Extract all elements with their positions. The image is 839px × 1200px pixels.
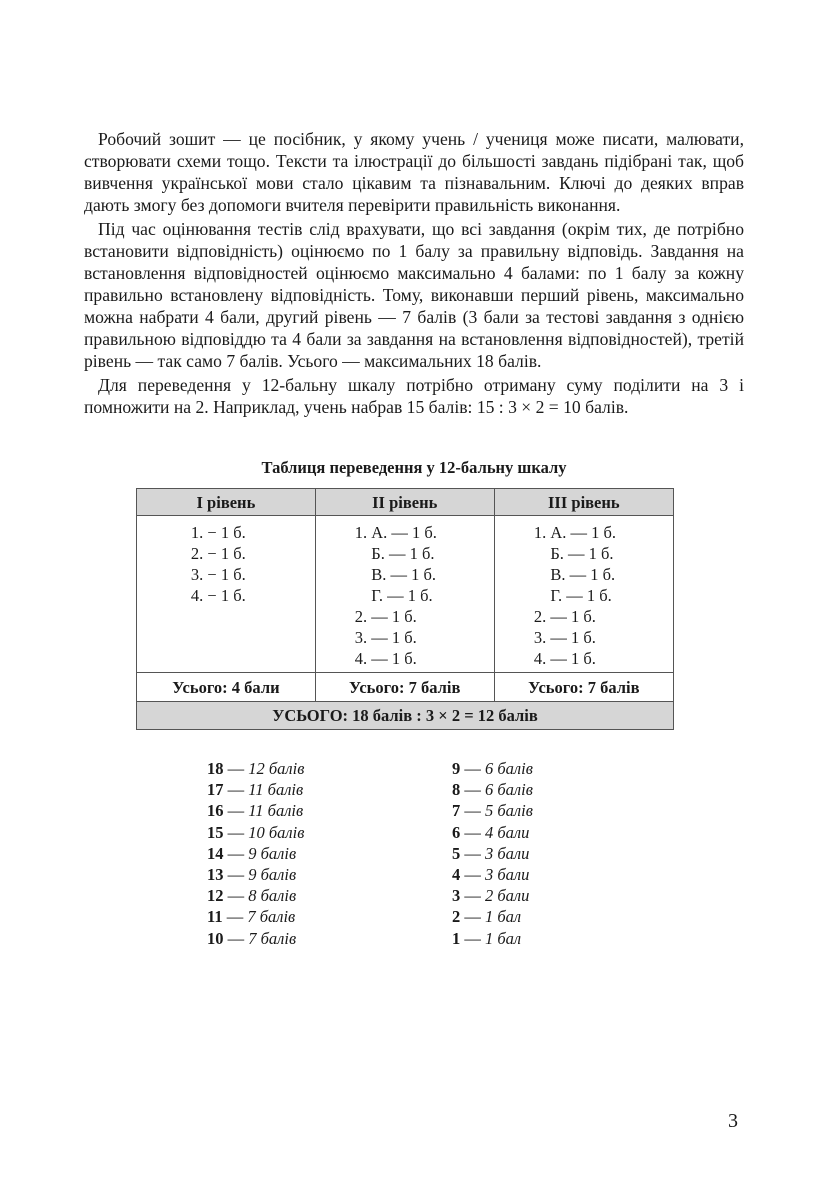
- scale-row: [207, 758, 304, 779]
- raw-score: 14: [207, 843, 224, 863]
- scale-row: [452, 822, 533, 843]
- scale-row: [452, 779, 533, 800]
- scale-row: [452, 906, 533, 927]
- scale-row: [207, 779, 304, 800]
- dash: —: [460, 907, 485, 927]
- scaled-score: 3 бали: [485, 843, 530, 863]
- table-cell-item: 4. — 1 б.: [354, 649, 417, 668]
- dash: —: [223, 780, 249, 800]
- scale-row: [207, 822, 304, 843]
- raw-score: 10: [207, 928, 224, 948]
- table-cell-item: 1. А. — 1 б.: [533, 523, 616, 542]
- header-level-1: І рівень: [137, 489, 316, 516]
- raw-score: 9: [452, 759, 461, 778]
- scaled-score: 6 балів: [485, 759, 533, 778]
- scale-list-right: [452, 758, 533, 949]
- table-cell-item: 2. − 1 б.: [190, 544, 246, 563]
- scaled-score: 9 балів: [248, 843, 297, 863]
- table-cell-item: В. — 1 б.: [533, 565, 616, 584]
- dash: —: [460, 928, 485, 948]
- scale-row: [207, 928, 304, 949]
- dash: —: [460, 822, 485, 842]
- page-number: 3: [728, 1110, 738, 1132]
- raw-score: 7: [452, 801, 461, 821]
- scaled-score: 4 бали: [485, 822, 530, 842]
- table-cell-item: 3. − 1 б.: [190, 565, 246, 584]
- scale-row: [452, 758, 533, 779]
- level-3-items: [494, 516, 673, 673]
- dash: —: [460, 801, 485, 821]
- raw-score: 12: [207, 886, 224, 906]
- level-1-items: [137, 516, 316, 673]
- scaled-score: 2 бали: [485, 886, 530, 906]
- dash: —: [223, 822, 249, 842]
- table-cell-item: Г. — 1 б.: [354, 586, 433, 605]
- paragraph-3: Для переведення у 12-бальну шкалу потрібно отриману суму поділити на 3 і помножити на 2. Наприклад, учень набрав 15 балів: 15 : 3 × 2 = 10 балів.: [84, 375, 744, 417]
- raw-score: 16: [207, 801, 224, 821]
- scale-row: [207, 885, 304, 906]
- header-level-3: ІІІ рівень: [494, 489, 673, 516]
- scale-row: [452, 843, 533, 864]
- dash: —: [460, 886, 485, 906]
- scaled-score: 9 балів: [248, 864, 297, 884]
- scale-row: [452, 864, 533, 885]
- scaled-score: 5 балів: [485, 801, 533, 821]
- raw-score: 18: [207, 759, 224, 778]
- raw-score: 8: [452, 780, 461, 800]
- raw-score: 6: [452, 822, 461, 842]
- paragraph-2: Під час оцінювання тестів слід врахувати, що всі завдання (окрім тих, де потрібно встановити відповідність) оцінюємо по 1 балу за правильну відповідь. Завдання на встановлення відповідностей оцінюємо максимально 4 балами: по 1 балу за кожну правильно встановлену відповідність. Тому, виконавши перший рівень, максимально можна набрати 4 бали, другий рівень — 7 балів (3 бали за тестові завдання з однією правильною відповіддю та 4 бали за завдання на встановлення відповідностей), третій рівень — так само 7 балів. Усього — максимальних 18 балів.: [84, 219, 744, 371]
- dash: —: [460, 759, 485, 778]
- table-cell-item: Б. — 1 б.: [533, 544, 614, 563]
- scale-row: [207, 843, 304, 864]
- scaled-score: 11 балів: [248, 780, 304, 800]
- raw-score: 13: [207, 864, 224, 884]
- table-cell-item: 3. — 1 б.: [354, 628, 417, 647]
- raw-score: 17: [207, 780, 224, 800]
- scale-row: [207, 800, 304, 821]
- intro-text: [84, 128, 744, 420]
- dash: —: [223, 843, 249, 863]
- paragraph-1: Робочий зошит — це посібник, у якому учень / учениця може писати, малювати, створювати схеми тощо. Тексти та ілюстрації до більшості завдань підібрані так, щоб вивчення української мови стало цікавим та пізнавальним. Ключі до деяких вправ дають змогу без допомоги вчителя перевірити правильність виконання.: [84, 129, 744, 215]
- dash: —: [460, 843, 485, 863]
- dash: —: [223, 928, 249, 948]
- scaled-score: 6 балів: [485, 780, 533, 800]
- raw-score: 11: [207, 907, 223, 927]
- raw-score: 3: [452, 886, 461, 906]
- scaled-score: 3 бали: [485, 864, 530, 884]
- table-cell-item: 1. А. — 1 б.: [354, 523, 437, 542]
- subtotal-level-3: Усього: 7 балів: [494, 673, 673, 702]
- dash: —: [222, 907, 248, 927]
- scaled-score: 12 балів: [248, 759, 305, 778]
- table-cell-item: 1. − 1 б.: [190, 523, 246, 542]
- subtotal-level-2: Усього: 7 балів: [315, 673, 494, 702]
- table-cell-item: 4. − 1 б.: [190, 586, 246, 605]
- raw-score: 2: [452, 907, 461, 927]
- raw-score: 1: [452, 928, 461, 948]
- dash: —: [460, 780, 485, 800]
- scaled-score: 7 балів: [248, 928, 297, 948]
- table-cell-item: В. — 1 б.: [354, 565, 436, 584]
- raw-score: 4: [452, 864, 461, 884]
- scaled-score: 1 бал: [485, 907, 522, 927]
- scaled-score: 10 балів: [248, 822, 305, 842]
- level-2-items: [315, 516, 494, 673]
- dash: —: [223, 886, 249, 906]
- dash: —: [223, 759, 249, 778]
- scaled-score: 8 балів: [248, 886, 297, 906]
- header-level-2: ІІ рівень: [315, 489, 494, 516]
- scale-row: [452, 885, 533, 906]
- table-caption: Таблиця переведення у 12-бальну шкалу: [261, 458, 567, 477]
- scale-row: [207, 864, 304, 885]
- raw-score: 15: [207, 822, 224, 842]
- table-cell-item: 2. — 1 б.: [354, 607, 417, 626]
- table-cell-item: 3. — 1 б.: [533, 628, 596, 647]
- scaled-score: 7 балів: [247, 907, 296, 927]
- table-cell-item: 4. — 1 б.: [533, 649, 596, 668]
- conversion-table: [136, 488, 674, 730]
- dash: —: [460, 864, 485, 884]
- table-cell-item: 2. — 1 б.: [533, 607, 596, 626]
- dash: —: [223, 864, 249, 884]
- table-cell-item: Б. — 1 б.: [354, 544, 435, 563]
- scale-row: [452, 928, 533, 949]
- dash: —: [223, 801, 249, 821]
- table-cell-item: Г. — 1 б.: [533, 586, 612, 605]
- subtotal-level-1: Усього: 4 бали: [137, 673, 316, 702]
- grand-total: УСЬОГО: 18 балів : 3 × 2 = 12 балів: [137, 702, 674, 730]
- scale-row: [207, 906, 304, 927]
- raw-score: 5: [452, 843, 461, 863]
- scale-row: [452, 800, 533, 821]
- scale-list-left: [207, 758, 304, 949]
- scaled-score: 11 балів: [248, 801, 304, 821]
- scaled-score: 1 бал: [485, 928, 522, 948]
